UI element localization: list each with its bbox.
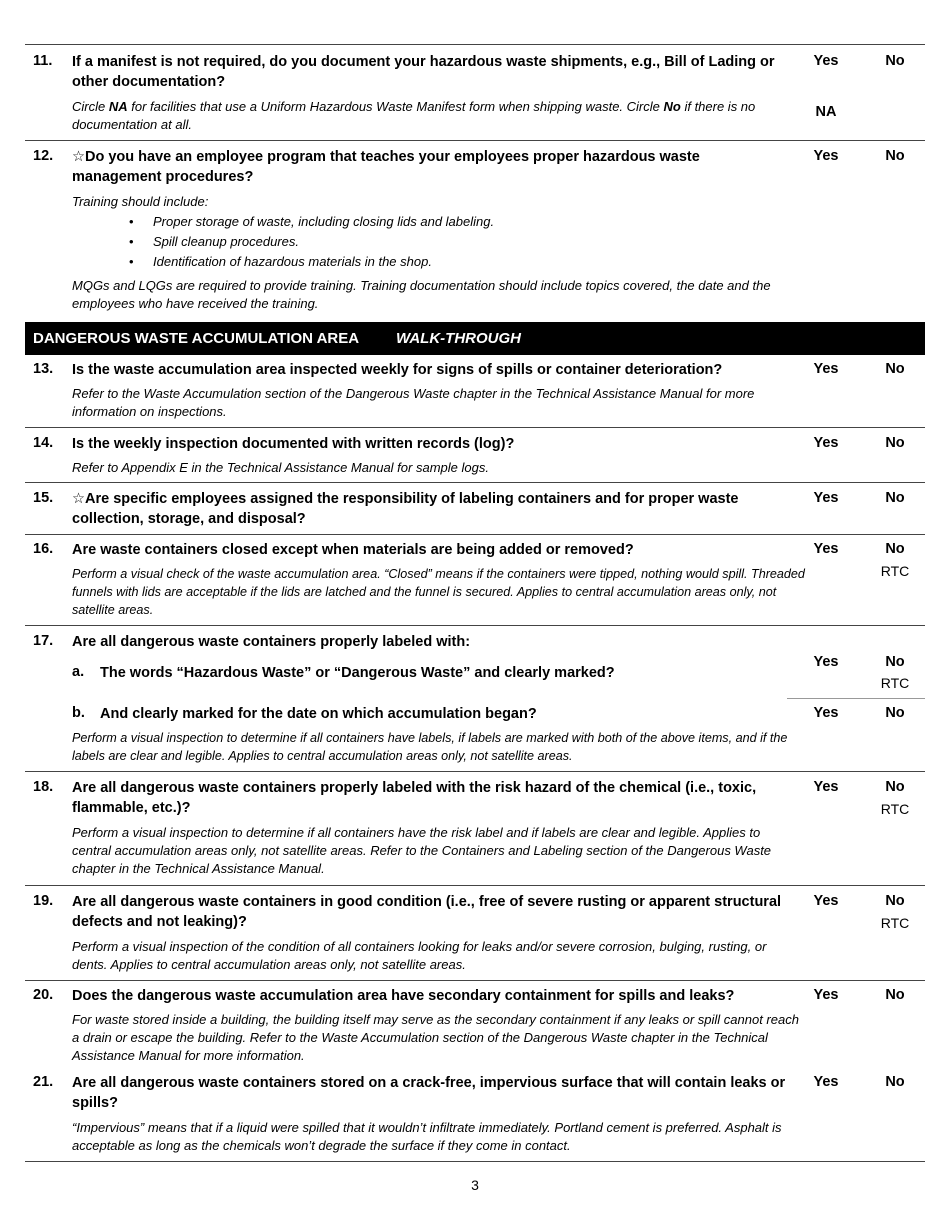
question-text: If a manifest is not required, do you document your hazardous waste shipments, e.g., Bill of Lading or other documentation? (72, 54, 775, 90)
question-17 (25, 626, 925, 772)
no-option[interactable]: No (885, 541, 905, 557)
yes-option[interactable]: Yes (813, 893, 839, 909)
question-19 (25, 886, 925, 981)
question-text: Is the waste accumulation area inspected weekly for signs of spills or container deterioration? (72, 362, 723, 378)
question-text: Are all dangerous waste containers properly labeled with: (72, 634, 471, 650)
question-text: Are all dangerous waste containers properly labeled with the risk hazard of the chemical (i.e., toxic, flammable, etc.)? (72, 780, 757, 816)
question-note: For waste stored inside a building, the building itself may serve as the secondary containment if any leaks or spill cannot reach a drain or escape the building. Refer to the Waste Accumulation section of the Dangerous Waste chapter in the Technical Assistance Manual for more information. (72, 1012, 799, 1063)
yes-option[interactable]: Yes (813, 1074, 839, 1090)
bullet-item: • Spill cleanup procedures. (153, 232, 299, 251)
question-number: 11. (33, 53, 53, 69)
no-option[interactable]: No (885, 1074, 905, 1090)
question-note: MQGs and LQGs are required to provide training. Training documentation should include topics covered, the date and the employees who have received the training. (72, 278, 771, 311)
question-number: 20. (33, 987, 54, 1003)
question-note: Perform a visual inspection to determine if all containers have the risk label and if labels are clear and legible. Applies to central accumulation areas only, not satellite areas. Refer to the Containers and Labeling section of the Dangerous Waste chapter in the Technical Assistance Manual. (72, 825, 772, 876)
bullet-item: • Identification of hazardous materials in the shop. (153, 252, 432, 271)
no-option[interactable]: No (885, 148, 905, 164)
question-12 (25, 141, 925, 322)
star-icon: ☆ (72, 149, 85, 165)
rtc-option[interactable]: RTC (880, 801, 910, 817)
section-subtitle: WALK-THROUGH (396, 330, 521, 347)
question-number: 21. (33, 1074, 54, 1090)
sub-divider (787, 698, 925, 699)
yes-option[interactable]: Yes (813, 53, 839, 69)
question-text: Are waste containers closed except when materials are being added or removed? (72, 542, 634, 558)
question-15 (25, 483, 925, 535)
question-note: Refer to Appendix E in the Technical Assistance Manual for sample logs. (72, 460, 489, 475)
question-note: Circle NA for facilities that use a Uniform Hazardous Waste Manifest form when shipping waste. Circle No if there is no documentation at all. (72, 99, 756, 132)
question-number: 12. (33, 148, 54, 164)
question-number: 15. (33, 490, 54, 506)
bullet-item: • Proper storage of waste, including closing lids and labeling. (153, 212, 494, 231)
question-number: 19. (33, 893, 54, 909)
rtc-option[interactable]: RTC (880, 563, 910, 579)
no-option[interactable]: No (885, 53, 905, 69)
yes-option[interactable]: Yes (813, 148, 839, 164)
question-number: 16. (33, 541, 54, 557)
question-text: Are all dangerous waste containers stored on a crack-free, impervious surface that will contain leaks or spills? (72, 1075, 786, 1111)
yes-option[interactable]: Yes (813, 779, 839, 795)
no-option[interactable]: No (885, 779, 905, 795)
question-number: 13. (33, 361, 54, 377)
no-option[interactable]: No (885, 654, 905, 670)
no-option[interactable]: No (885, 435, 905, 451)
question-14 (25, 428, 925, 483)
question-11 (25, 44, 925, 141)
question-21 (25, 1069, 925, 1162)
question-text: ☆Do you have an employee program that teaches your employees proper hazardous waste management procedures? (72, 149, 700, 185)
question-note: “Impervious” means that if a liquid were spilled that it wouldn’t infiltrate immediately. Portland cement is preferred. Asphalt is acceptable as long as the chemicals won’t degrade the surface if they come in contact. (72, 1120, 782, 1153)
section-banner (25, 322, 925, 355)
no-option[interactable]: No (885, 490, 905, 506)
question-number: 17. (33, 633, 54, 649)
question-text: Are all dangerous waste containers in good condition (i.e., free of severe rusting or apparent structural defects and not leaking)? (72, 894, 782, 930)
question-note: Perform a visual inspection to determine if all containers have labels, if labels are marked with both of the above items, and if the labels are clear and legible. Applies to central accumulation areas only, not satellite areas. (72, 731, 788, 763)
sub-item-text: The words “Hazardous Waste” or “Dangerous Waste” and clearly marked? (100, 665, 615, 681)
section-title: DANGEROUS WASTE ACCUMULATION AREA (33, 330, 360, 347)
na-option[interactable]: NA (815, 104, 837, 120)
question-18 (25, 772, 925, 886)
no-option[interactable]: No (885, 705, 905, 721)
yes-option[interactable]: Yes (813, 654, 839, 670)
sub-item-label: b. (72, 705, 85, 721)
yes-option[interactable]: Yes (813, 705, 839, 721)
yes-option[interactable]: Yes (813, 490, 839, 506)
training-intro: Training should include: (72, 194, 209, 209)
no-option[interactable]: No (885, 987, 905, 1003)
question-text: ☆Are specific employees assigned the responsibility of labeling containers and for proper waste collection, storage, and disposal? (72, 491, 739, 527)
no-option[interactable]: No (885, 893, 905, 909)
question-note: Refer to the Waste Accumulation section of the Dangerous Waste chapter in the Technical Assistance Manual for more information on inspections. (72, 386, 755, 419)
yes-option[interactable]: Yes (813, 541, 839, 557)
page-number: 3 (471, 1177, 479, 1193)
question-16 (25, 535, 925, 626)
yes-option[interactable]: Yes (813, 361, 839, 377)
question-13 (25, 355, 925, 428)
sub-item-text: And clearly marked for the date on which accumulation began? (100, 706, 537, 722)
yes-option[interactable]: Yes (813, 435, 839, 451)
question-text: Is the weekly inspection documented with written records (log)? (72, 436, 515, 452)
sub-item-label: a. (72, 664, 85, 680)
star-icon: ☆ (72, 491, 85, 507)
no-option[interactable]: No (885, 361, 905, 377)
question-number: 18. (33, 779, 54, 795)
question-note: Perform a visual inspection of the condition of all containers looking for leaks and/or severe corrosion, bulging, rusting, or dents. Applies to central accumulation areas only, not satellite areas. (72, 939, 767, 972)
rtc-option[interactable]: RTC (880, 675, 910, 691)
rtc-option[interactable]: RTC (880, 915, 910, 931)
question-text: Does the dangerous waste accumulation area have secondary containment for spills and leaks? (72, 988, 735, 1004)
question-20 (25, 981, 925, 1069)
yes-option[interactable]: Yes (813, 987, 839, 1003)
question-number: 14. (33, 435, 54, 451)
question-note: Perform a visual check of the waste accumulation area. “Closed” means if the containers were tipped, nothing would spill. Threaded funnels with lids are acceptable if the lids are latched and the funnel is secured. Applies to central accumulation areas only, not satellite areas. (72, 567, 805, 617)
